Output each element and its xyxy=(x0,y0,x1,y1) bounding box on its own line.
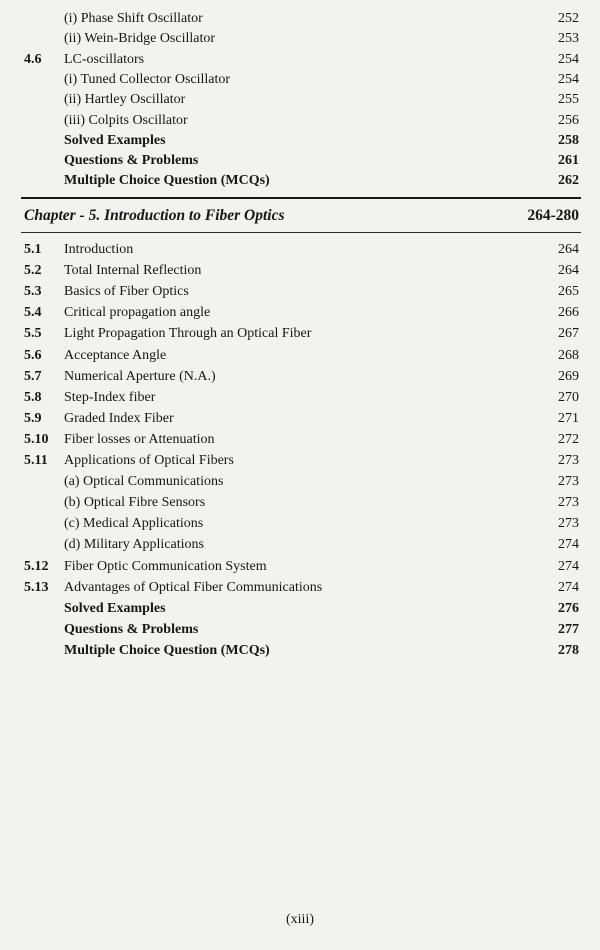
entry-title: Solved Examples xyxy=(64,132,166,148)
entry-title: Introduction xyxy=(64,242,134,257)
page-number: 269 xyxy=(558,368,579,384)
toc-entry xyxy=(0,303,600,323)
section-number: 5.9 xyxy=(24,410,42,426)
page-number: 258 xyxy=(558,132,579,148)
section-number: 5.3 xyxy=(24,284,42,300)
toc-entry xyxy=(0,240,600,260)
entry-title: Numerical Aperture (N.A.) xyxy=(64,368,216,384)
toc-entry xyxy=(0,535,600,555)
page-number: 254 xyxy=(558,71,579,87)
page-number: 262 xyxy=(558,173,579,189)
entry-title: (ii) Hartley Oscillator xyxy=(64,92,186,108)
entry-title: Fiber losses or Attenuation xyxy=(64,431,215,447)
page-number: 274 xyxy=(558,579,579,595)
page-number: 273 xyxy=(558,516,579,532)
entry-title: (ii) Wein-Bridge Oscillator xyxy=(64,31,216,47)
page-number: 252 xyxy=(558,11,579,26)
toc-entry xyxy=(0,50,600,70)
entry-title: (d) Military Applications xyxy=(64,537,204,553)
entry-title: Light Propagation Through an Optical Fiber xyxy=(64,326,312,342)
entry-title: Fiber Optic Communication System xyxy=(64,558,267,574)
entry-title: Step-Index fiber xyxy=(64,389,156,405)
entry-title: Multiple Choice Question (MCQs) xyxy=(64,642,270,658)
page-number: 272 xyxy=(558,431,579,447)
toc-entry xyxy=(0,367,600,387)
page-number: 253 xyxy=(558,31,579,47)
entry-title: (i) Tuned Collector Oscillator xyxy=(64,71,231,87)
section-number: 5.8 xyxy=(24,389,42,405)
page-number: 273 xyxy=(558,495,579,511)
chapter-page-range: 264-280 xyxy=(527,207,579,224)
toc-entry xyxy=(0,388,600,408)
toc-entry xyxy=(0,151,600,171)
page-number: 276 xyxy=(558,600,579,616)
entry-title: (c) Medical Applications xyxy=(64,516,204,532)
toc-entry xyxy=(0,451,600,471)
page-number: 261 xyxy=(558,153,579,169)
toc-entry xyxy=(0,514,600,534)
toc-entry xyxy=(0,171,600,191)
entry-title: (b) Optical Fibre Sensors xyxy=(64,495,206,511)
section-number: 5.10 xyxy=(24,431,49,447)
entry-title: Acceptance Angle xyxy=(64,347,167,363)
toc-entry xyxy=(0,9,600,29)
page-number: 267 xyxy=(558,326,579,342)
toc-entry xyxy=(0,346,600,366)
page-number: 268 xyxy=(558,347,579,363)
toc-entry xyxy=(0,472,600,492)
section-number: 5.6 xyxy=(24,347,42,363)
page-number: 254 xyxy=(558,51,579,67)
entry-title: Basics of Fiber Optics xyxy=(64,284,189,300)
entry-title: Applications of Optical Fibers xyxy=(64,453,234,468)
toc-entry xyxy=(0,620,600,640)
section-number: 5.1 xyxy=(24,242,42,257)
toc-entry xyxy=(0,578,600,598)
page-number: (xiii) xyxy=(286,912,314,927)
section-number: 5.12 xyxy=(24,558,49,574)
toc-entry xyxy=(0,430,600,450)
page-number: 256 xyxy=(558,112,579,128)
entry-title: Critical propagation angle xyxy=(64,305,211,321)
page-number: 265 xyxy=(558,284,579,300)
page-number: 274 xyxy=(558,558,579,574)
entry-title: (a) Optical Communications xyxy=(64,474,224,490)
toc-entry xyxy=(0,409,600,429)
chapter-bottom-rule xyxy=(21,232,581,233)
page-number: 264 xyxy=(558,242,579,257)
page-number: 273 xyxy=(558,453,579,468)
toc-entry xyxy=(0,111,600,131)
chapter-heading xyxy=(0,204,600,228)
page-number: 277 xyxy=(558,621,579,637)
page-number: 266 xyxy=(558,305,579,321)
toc-entry xyxy=(0,282,600,302)
entry-title: Questions & Problems xyxy=(64,621,199,637)
page-number: 255 xyxy=(558,92,579,108)
chapter-title: Chapter - 5. Introduction to Fiber Optics xyxy=(24,207,285,224)
section-number: 5.7 xyxy=(24,368,42,384)
page-number: 274 xyxy=(558,537,579,553)
entry-title: Solved Examples xyxy=(64,600,166,616)
entry-title: (iii) Colpits Oscillator xyxy=(64,112,188,128)
toc-entry xyxy=(0,557,600,577)
toc-entry xyxy=(0,599,600,619)
section-number: 5.5 xyxy=(24,326,42,342)
entry-title: Graded Index Fiber xyxy=(64,410,174,426)
entry-title: (i) Phase Shift Oscillator xyxy=(64,11,203,26)
entry-title: Advantages of Optical Fiber Communications xyxy=(64,579,323,595)
section-number: 5.11 xyxy=(24,453,48,468)
toc-entry xyxy=(0,641,600,661)
page-number: 270 xyxy=(558,389,579,405)
toc-entry xyxy=(0,324,600,344)
page-number: 264 xyxy=(558,263,579,279)
page-number: 271 xyxy=(558,410,579,426)
toc-entry xyxy=(0,29,600,49)
toc-entry xyxy=(0,70,600,90)
section-number: 5.13 xyxy=(24,579,49,595)
chapter-top-rule xyxy=(21,197,581,199)
toc-entry xyxy=(0,90,600,110)
toc-entry xyxy=(0,131,600,151)
entry-title: Total Internal Reflection xyxy=(64,263,202,279)
section-number: 4.6 xyxy=(24,51,42,67)
section-number: 5.4 xyxy=(24,305,42,321)
section-number: 5.2 xyxy=(24,263,42,279)
toc-entry xyxy=(0,493,600,513)
entry-title: LC-oscillators xyxy=(64,51,145,67)
page-number: 273 xyxy=(558,474,579,490)
toc-entry xyxy=(0,261,600,281)
entry-title: Questions & Problems xyxy=(64,153,199,169)
entry-title: Multiple Choice Question (MCQs) xyxy=(64,173,270,189)
page-number: 278 xyxy=(558,642,579,658)
